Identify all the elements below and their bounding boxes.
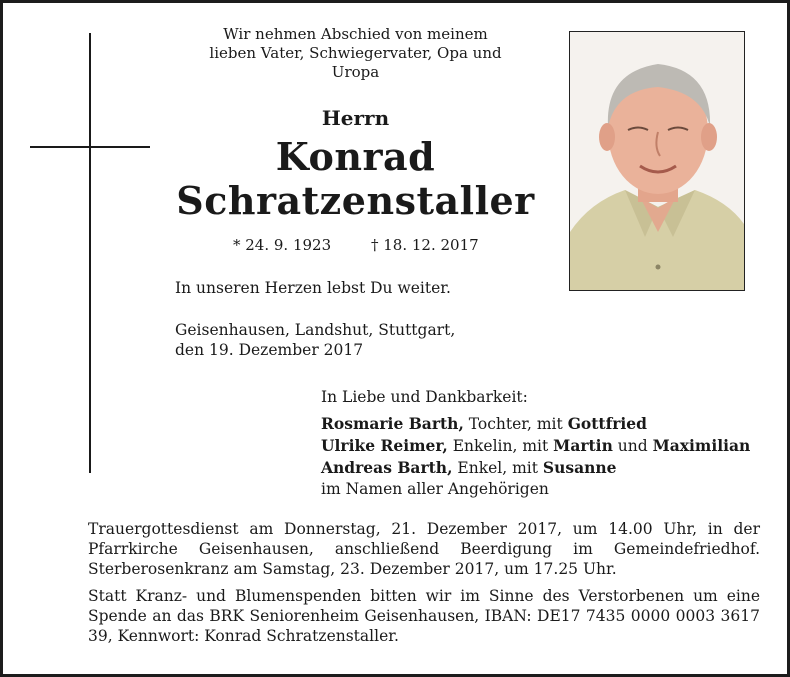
mourner-partner: Martin bbox=[553, 436, 613, 455]
mourner-name: Andreas Barth, bbox=[321, 458, 453, 477]
last-name: Schratzenstaller bbox=[176, 178, 535, 223]
closing-line: im Namen aller Angehörigen bbox=[321, 480, 549, 498]
mourner-relation: Enkelin, mit bbox=[447, 437, 554, 455]
mourner-row bbox=[321, 457, 750, 479]
donation-info: Statt Kranz- und Blumenspenden bitten wir im Sinne des Verstorbenen um eine Spende an das BRK Seniorenheim Geisenhausen, IBAN: DE17 7435 0000 0003 3617 39, Kennwort: Konrad Schratzenstaller. bbox=[88, 587, 760, 645]
mourner-relation: Enkel, mit bbox=[452, 459, 543, 477]
mourner-name: Rosmarie Barth, bbox=[321, 414, 464, 433]
thanks-heading: In Liebe und Dankbarkeit: bbox=[321, 388, 528, 406]
birth-date: * 24. 9. 1923 bbox=[233, 236, 332, 254]
date-line: den 19. Dezember 2017 bbox=[175, 341, 364, 359]
deceased-name bbox=[163, 135, 548, 223]
mourner-name: Ulrike Reimer, bbox=[321, 436, 448, 455]
mourner-row bbox=[321, 413, 750, 435]
mourner-conjunction: und bbox=[612, 437, 653, 455]
mourner-child: Maximilian bbox=[652, 436, 751, 455]
first-name: Konrad bbox=[275, 134, 436, 179]
mourner-relation: Tochter, mit bbox=[463, 415, 568, 433]
cross-icon-bar bbox=[30, 146, 150, 148]
death-date: † 18. 12. 2017 bbox=[371, 236, 479, 254]
intro-line: lieben Vater, Schwiegervater, Opa und bbox=[209, 44, 502, 62]
mourner-list bbox=[321, 413, 750, 500]
cross-icon bbox=[89, 33, 91, 473]
mourner-partner: Gottfried bbox=[567, 414, 648, 433]
place-line: Geisenhausen, Landshut, Stuttgart, bbox=[175, 321, 456, 339]
place-date bbox=[175, 320, 455, 360]
mourner-partner: Susanne bbox=[542, 458, 617, 477]
motto: In unseren Herzen lebst Du weiter. bbox=[175, 279, 451, 297]
intro-text bbox=[183, 25, 528, 82]
portrait-photo bbox=[569, 31, 745, 291]
portrait-illustration bbox=[570, 32, 745, 291]
mourner-row bbox=[321, 435, 750, 457]
intro-line: Wir nehmen Abschied von meinem bbox=[223, 25, 488, 43]
intro-line: Uropa bbox=[331, 63, 380, 81]
honorific: Herrn bbox=[321, 106, 390, 130]
funeral-info: Trauergottesdienst am Donnerstag, 21. Dezember 2017, um 14.00 Uhr, in der Pfarrkirche Geisenhausen, anschließend Beerdigung im Gemeindefriedhof. Sterberosenkranz am Samstag, 23. Dezember 2017, um 17.25 Uhr. bbox=[88, 520, 760, 578]
